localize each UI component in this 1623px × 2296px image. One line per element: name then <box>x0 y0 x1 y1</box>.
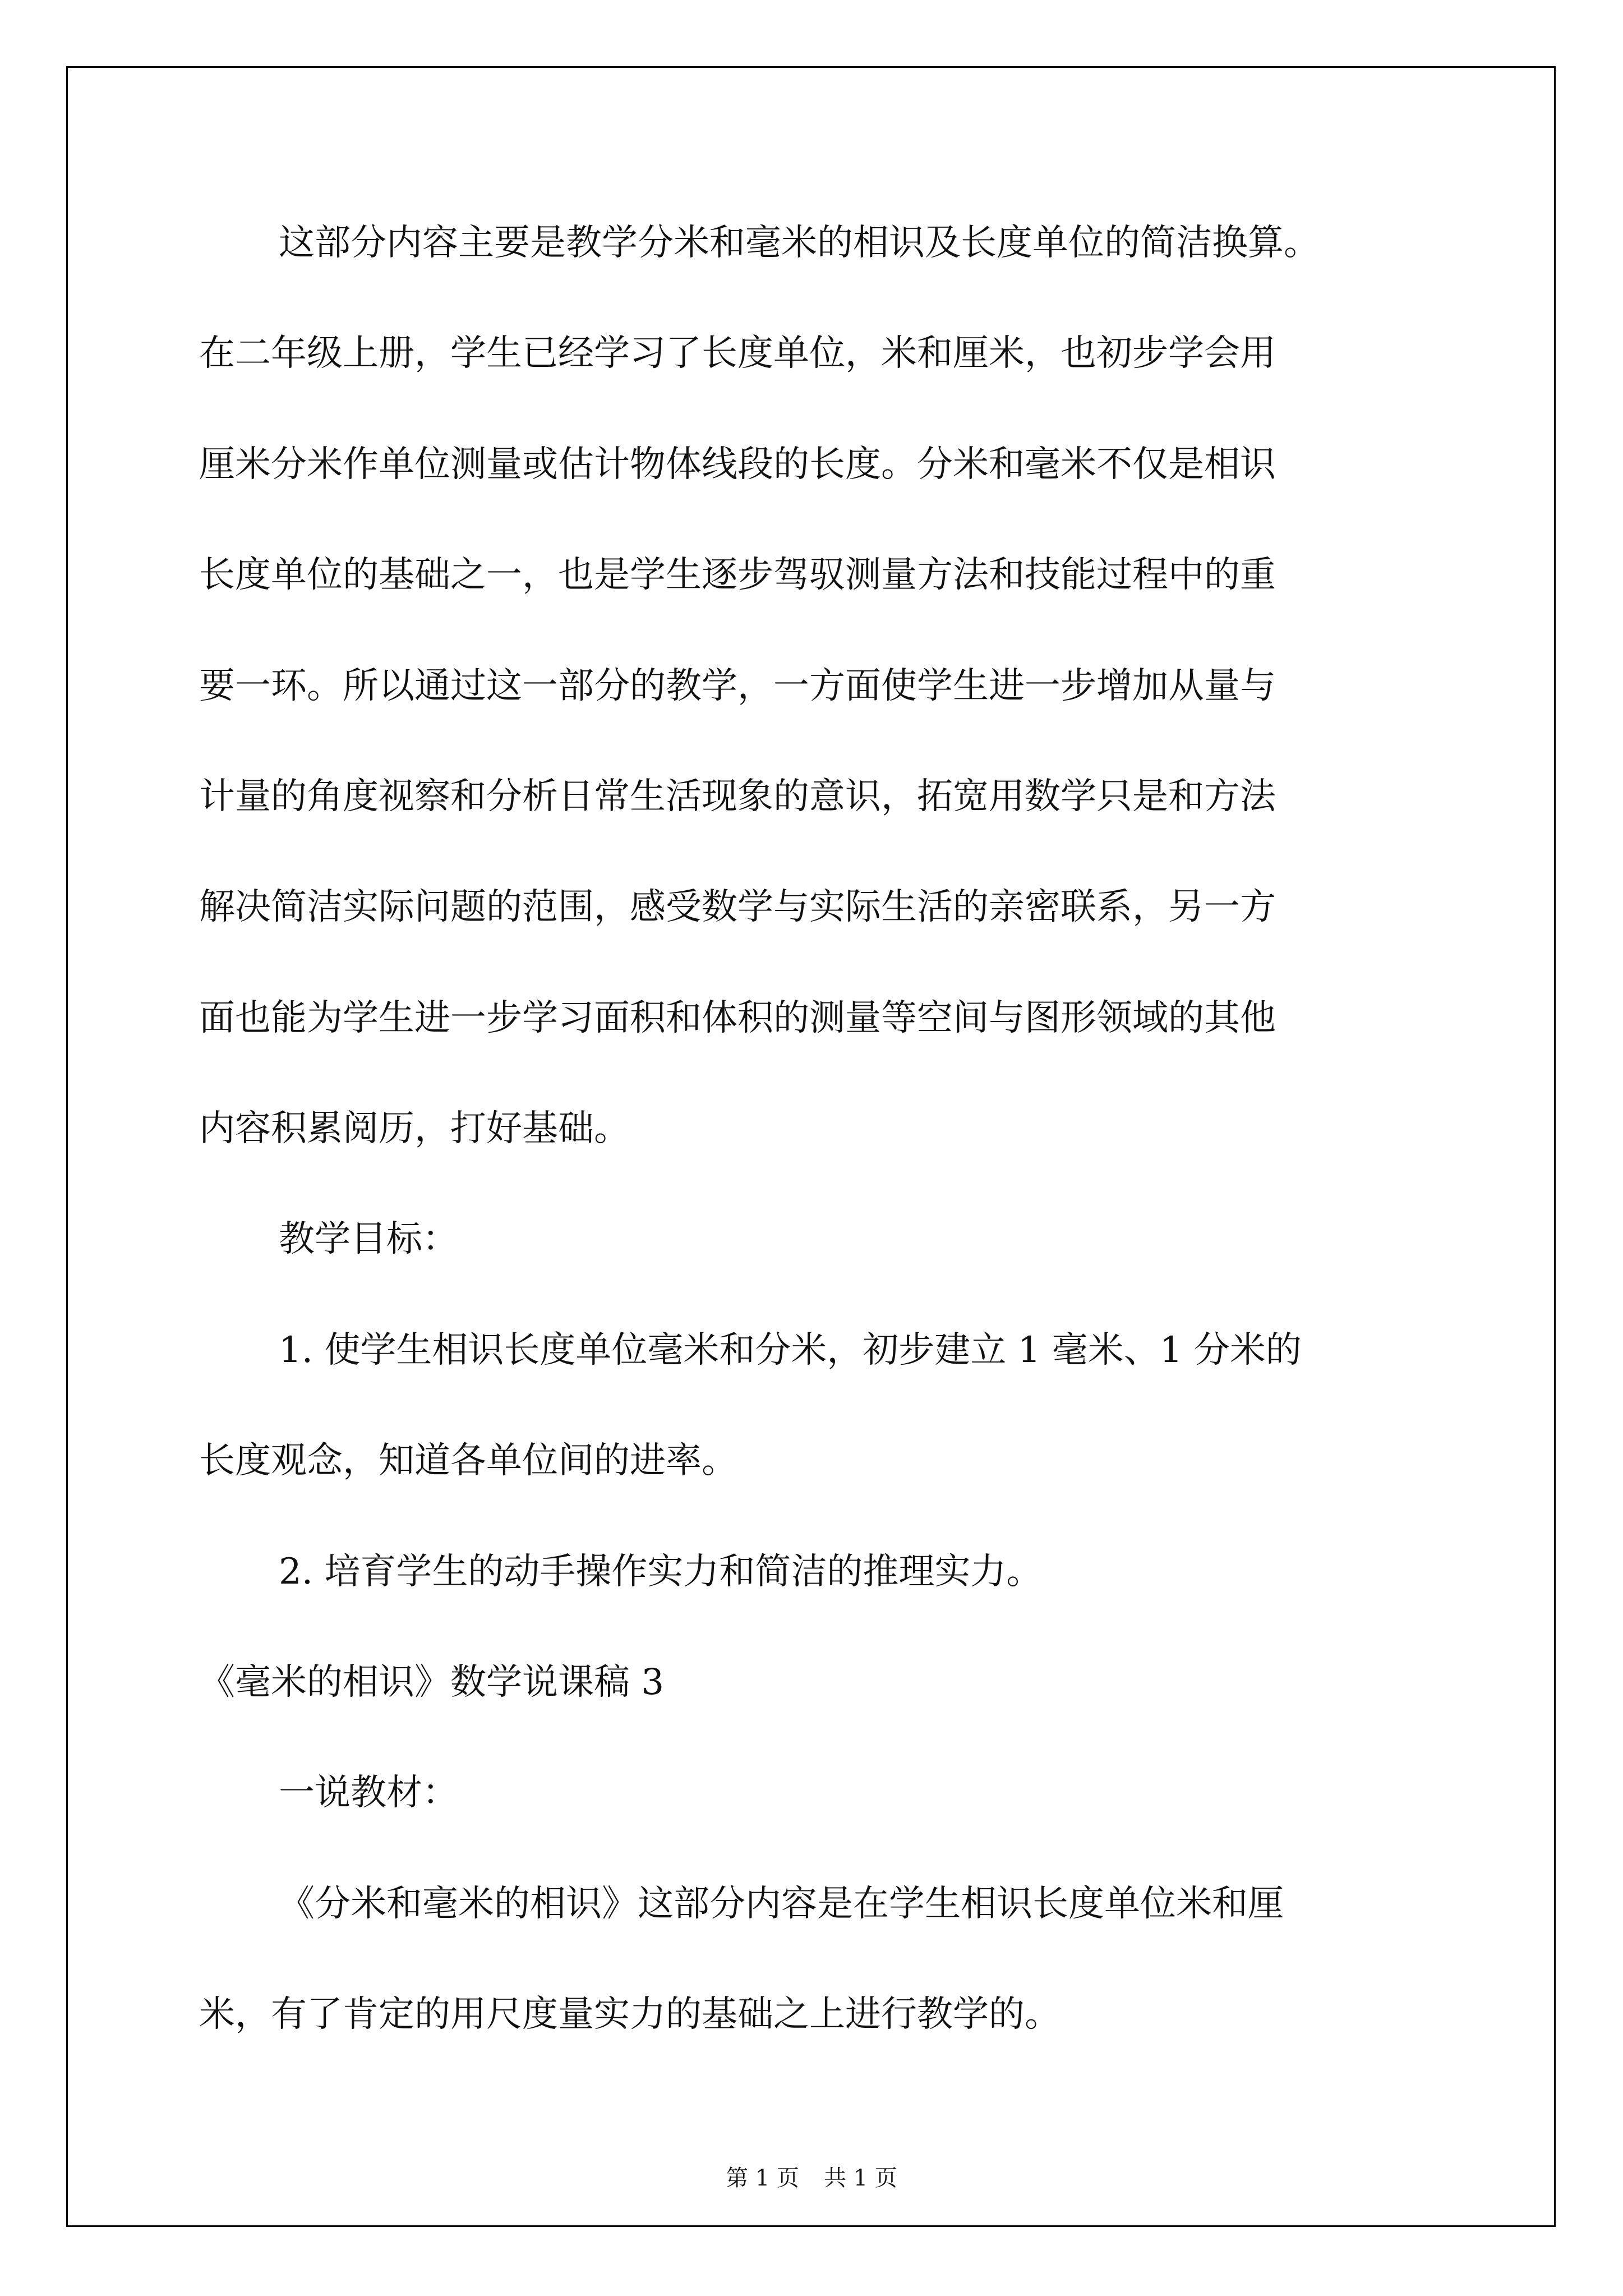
goal-2: 2. 培育学生的动手操作实力和简洁的推理实力。 <box>279 1551 1043 1593</box>
paragraph-1-line-3: 厘米分米作单位测量或估计物体线段的长度。分米和毫米不仅是相识 <box>199 444 1276 485</box>
paragraph-2-line-2: 米，有了肯定的用尺度量实力的基础之上进行教学的。 <box>199 1994 1061 2035</box>
paragraph-2-line-1: 《分米和毫米的相识》这部分内容是在学生相识长度单位米和厘 <box>279 1883 1284 1925</box>
page-current: 第 1 页 <box>726 2165 799 2191</box>
paragraph-1-line-8: 面也能为学生进一步学习面积和体积的测量等空间与图形领域的其他 <box>199 997 1276 1039</box>
goal-1-line-1: 1. 使学生相识长度单位毫米和分米，初步建立 1 毫米、1 分米的 <box>279 1329 1302 1371</box>
subheading: 一说教材： <box>279 1772 458 1814</box>
paragraph-1-line-5: 要一环。所以通过这一部分的教学，一方面使学生进一步增加从量与 <box>199 665 1276 707</box>
goals-heading: 教学目标： <box>279 1218 458 1260</box>
page-total: 共 1 页 <box>824 2165 897 2191</box>
paragraph-1-line-7: 解决简洁实际问题的范围，感受数学与实际生活的亲密联系，另一方 <box>199 886 1276 928</box>
paragraph-1-line-9: 内容积累阅历，打好基础。 <box>199 1108 630 1149</box>
page-footer <box>0 2164 1623 2192</box>
goal-1-line-2: 长度观念，知道各单位间的进率。 <box>199 1440 737 1481</box>
paragraph-1-line-4: 长度单位的基础之一，也是学生逐步驾驭测量方法和技能过程中的重 <box>199 554 1276 596</box>
paragraph-1-line-2: 在二年级上册，学生已经学习了长度单位，米和厘米，也初步学会用 <box>199 333 1276 374</box>
paragraph-1-line-1: 这部分内容主要是教学分米和毫米的相识及长度单位的简洁换算。 <box>279 222 1320 264</box>
paragraph-1-line-6: 计量的角度视察和分析日常生活现象的意识，拓宽用数学只是和方法 <box>199 776 1276 817</box>
section-title: 《毫米的相识》数学说课稿 3 <box>199 1662 665 1703</box>
